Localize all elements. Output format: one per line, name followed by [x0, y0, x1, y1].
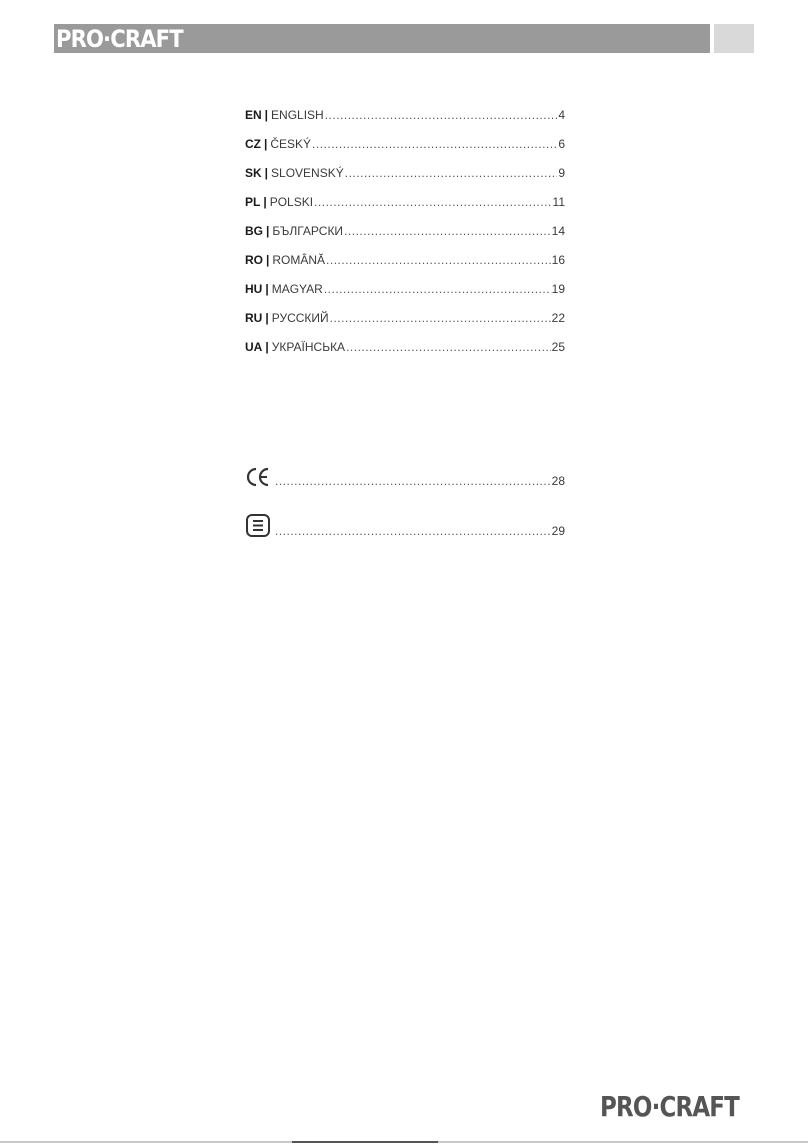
page-number: 25 [551, 340, 565, 354]
dot-leader [326, 253, 551, 267]
ce-mark-icon [245, 464, 273, 488]
language-name: УКРАЇНСЬКА [271, 340, 346, 354]
dot-leader [330, 311, 551, 325]
separator: | [264, 108, 269, 122]
language-code: CZ [245, 137, 261, 151]
separator: | [266, 253, 270, 267]
dot-leader [345, 166, 558, 180]
separator: | [264, 137, 268, 151]
dot-leader [324, 282, 551, 296]
separator: | [265, 340, 269, 354]
toc-item-ro[interactable] [245, 253, 565, 282]
table-of-contents [245, 108, 565, 369]
page-number: 16 [551, 253, 565, 267]
header-tab [714, 24, 754, 53]
language-name: ENGLISH [271, 108, 324, 122]
separator: | [266, 224, 270, 238]
language-code: EN [245, 108, 262, 122]
page-number: 6 [558, 137, 565, 151]
icon-entries [245, 462, 565, 538]
dot-leader [344, 224, 551, 238]
page-number: 9 [558, 166, 565, 180]
page-number: 29 [551, 524, 565, 538]
footer-logo: PRO·CRAFT [600, 1090, 740, 1123]
language-name: ČESKÝ [270, 137, 312, 151]
language-name: БЪЛГАРСКИ [272, 224, 344, 238]
header-bar [54, 24, 710, 53]
separator: | [265, 282, 269, 296]
language-name: ROMÂNĂ [272, 253, 326, 267]
language-code: UA [245, 340, 263, 354]
toc-item-ru[interactable] [245, 311, 565, 340]
separator: | [265, 311, 269, 325]
language-code: BG [245, 224, 263, 238]
toc-item-bg[interactable] [245, 224, 565, 253]
page-number: 28 [551, 474, 565, 488]
language-code: PL [245, 195, 261, 209]
toc-item-document[interactable] [245, 512, 565, 538]
language-name: РУССКИЙ [271, 311, 329, 325]
toc-item-cz[interactable] [245, 137, 565, 166]
separator: | [264, 166, 269, 180]
page-number: 22 [551, 311, 565, 325]
dot-leader [314, 195, 551, 209]
footer-rule-accent [292, 1141, 438, 1143]
document-list-icon [245, 514, 273, 538]
toc-item-ce[interactable] [245, 462, 565, 488]
toc-item-hu[interactable] [245, 282, 565, 311]
language-name: MAGYAR [271, 282, 323, 296]
separator: | [263, 195, 267, 209]
dot-leader [346, 340, 551, 354]
dot-leader [275, 524, 552, 538]
page-number: 14 [551, 224, 565, 238]
dot-leader [325, 108, 558, 122]
toc-item-ua[interactable] [245, 340, 565, 369]
header-logo: PRO·CRAFT [56, 25, 183, 53]
toc-item-en[interactable] [245, 108, 565, 137]
language-code: SK [245, 166, 262, 180]
language-name: SLOVENSKÝ [271, 166, 344, 180]
page-number: 19 [551, 282, 565, 296]
page-number: 11 [552, 195, 565, 209]
language-name: POLSKI [269, 195, 314, 209]
language-code: RU [245, 311, 263, 325]
toc-item-sk[interactable] [245, 166, 565, 195]
language-code: HU [245, 282, 263, 296]
toc-item-pl[interactable] [245, 195, 565, 224]
language-code: RO [245, 253, 263, 267]
page-number: 4 [558, 108, 565, 122]
dot-leader [312, 137, 557, 151]
dot-leader [275, 474, 552, 488]
